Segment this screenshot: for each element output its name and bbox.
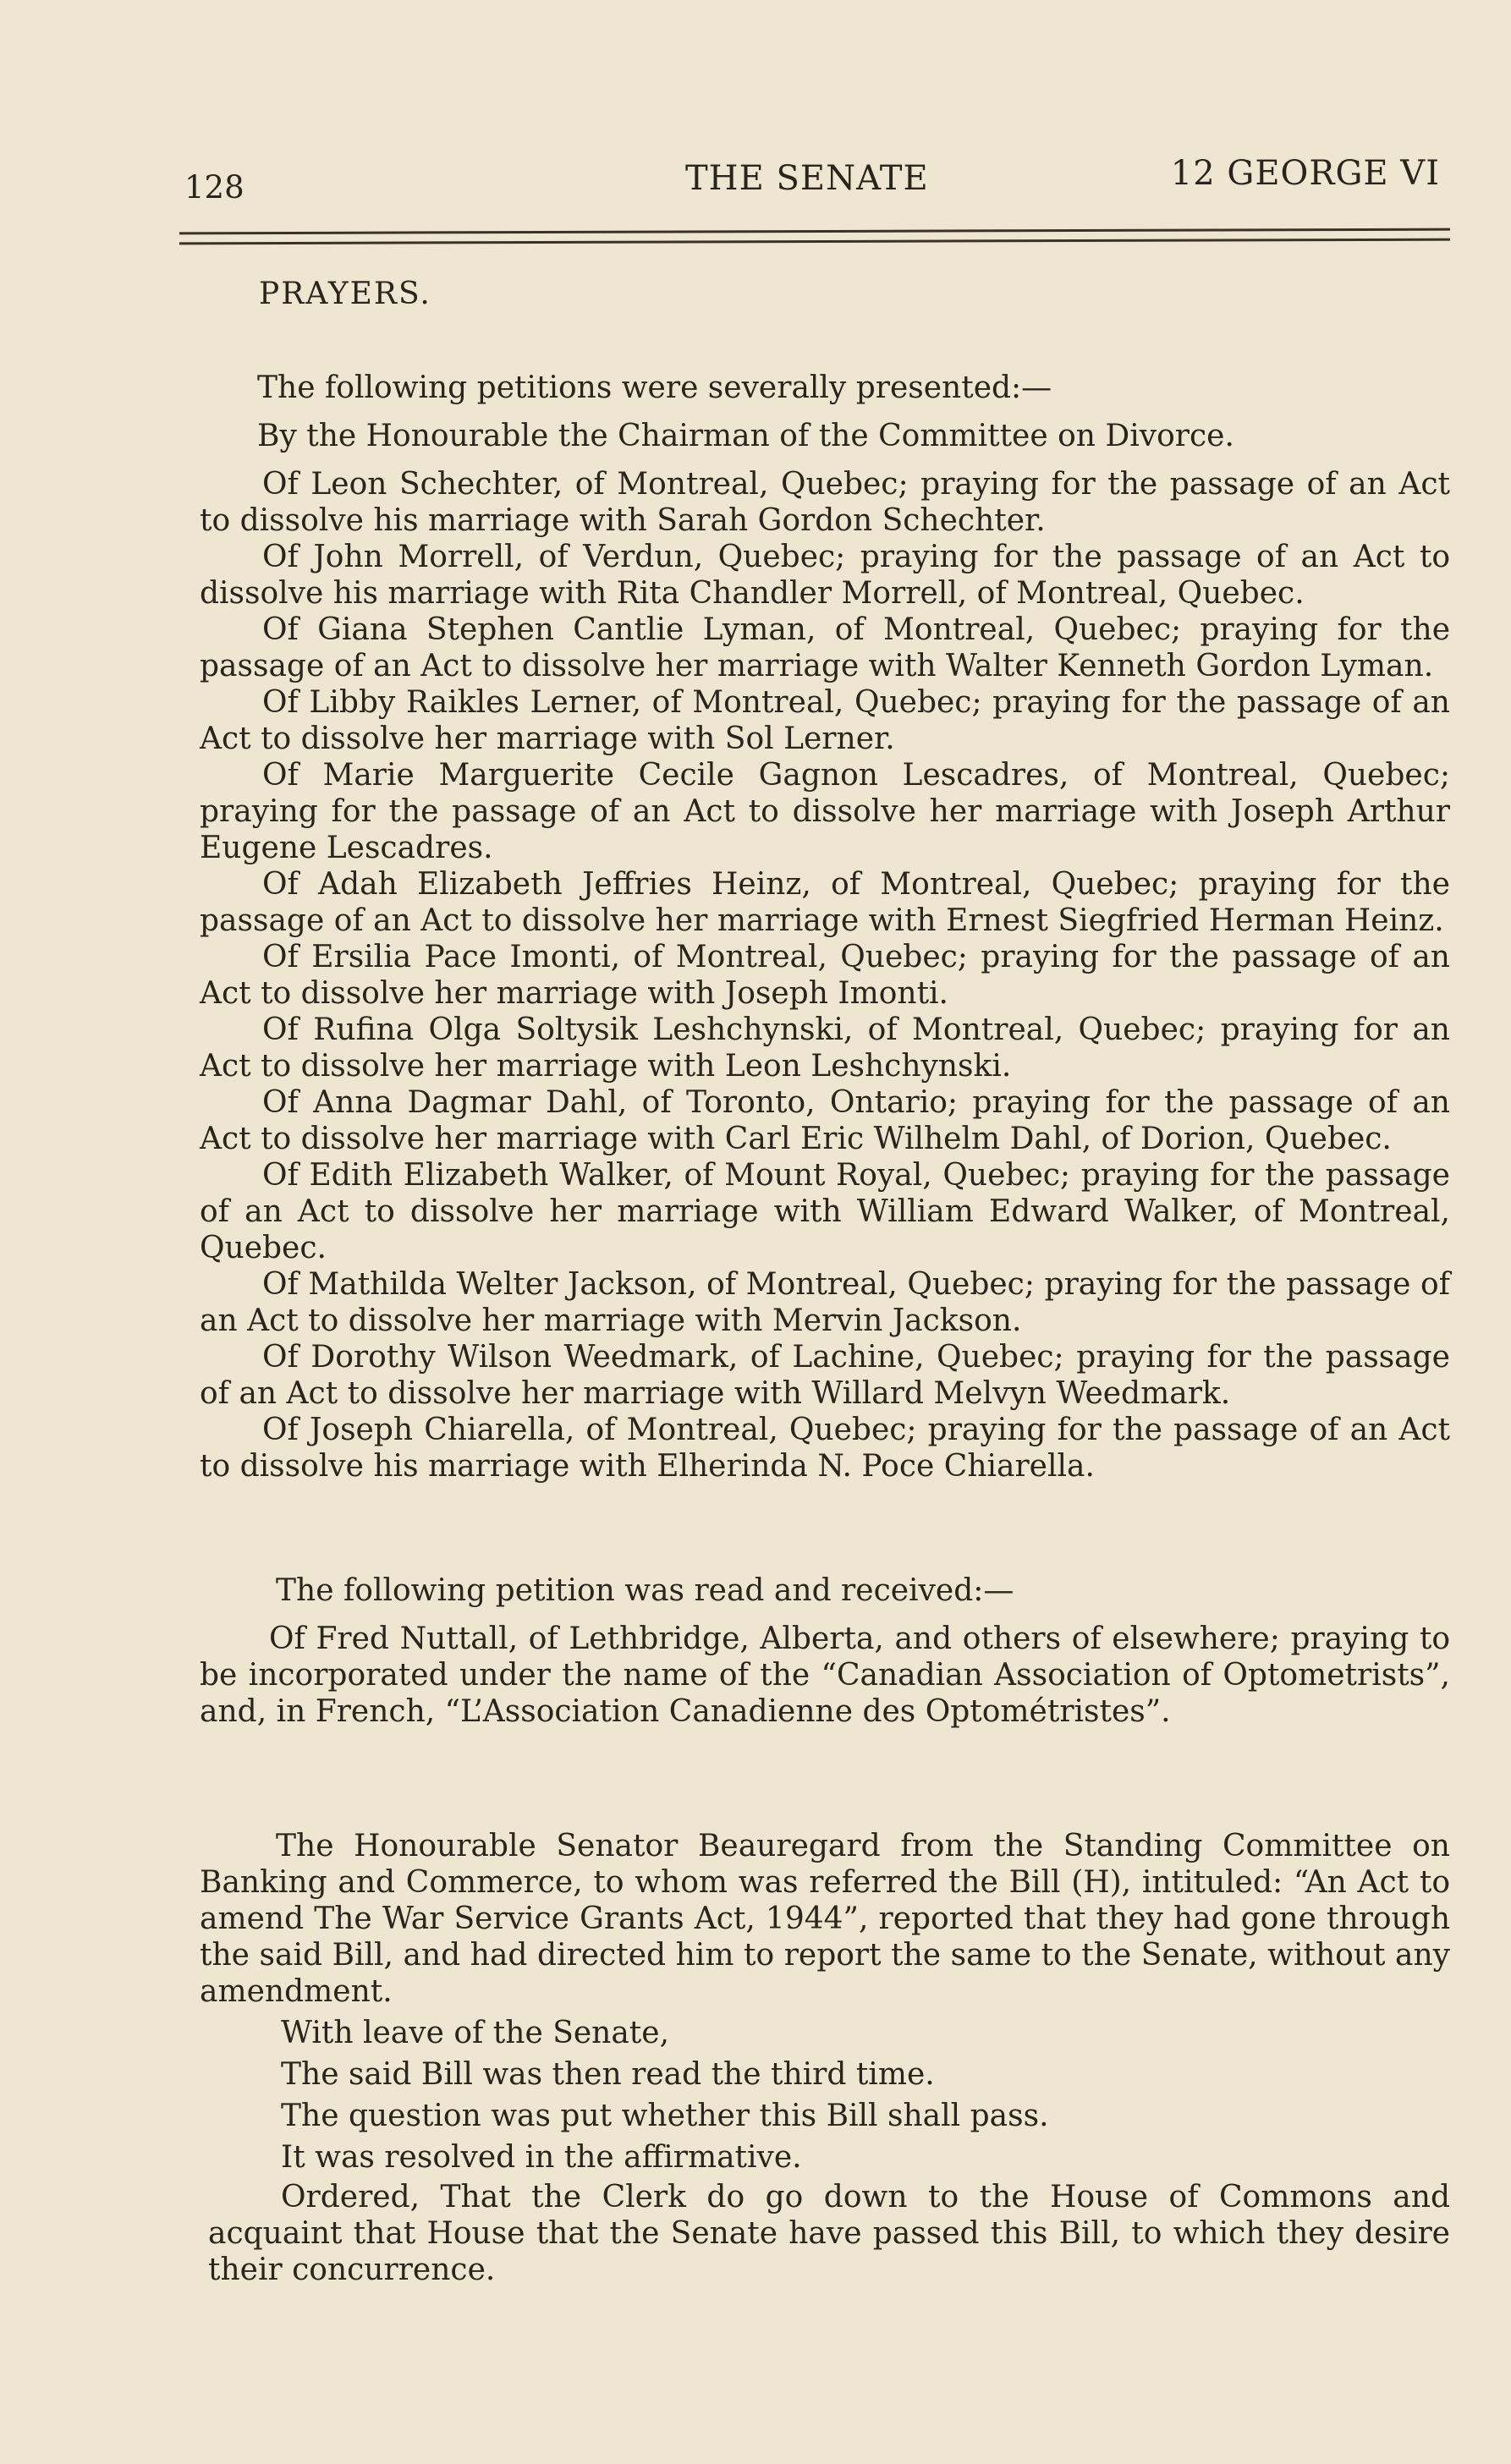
header-rule-top <box>179 228 1450 235</box>
received-petition: Of Fred Nuttall, of Lethbridge, Alberta, and others of elsewhere; praying to be incorporated under the name of the “Canadian Association of Optometrists”, and, in French, “L’Association Canadienne des Optométristes”. <box>200 1622 1450 1729</box>
petition-item: Of Giana Stephen Cantlie Lyman, of Montreal, Quebec; praying for the passage of an Act to dissolve her marriage with Walter Kenneth Gordon Lyman. <box>200 612 1450 683</box>
petition-item: Of Ersilia Pace Imonti, of Montreal, Quebec; praying for the passage of an Act to dissolve her marriage with Joseph Imonti. <box>200 940 1450 1011</box>
petitions-intro: The following petitions were severally presented:— <box>257 370 1052 405</box>
committee-report: The Honourable Senator Beauregard from the Standing Committee on Banking and Commerce, to whom was referred the Bill (H), intituled: “An Act to amend The War Service Grants Act, 1944”, reported that they had gone through the said Bill, and had directed him to report the same to the Senate, without any amendment. <box>200 1829 1450 2009</box>
header-rule-bottom <box>179 239 1450 245</box>
petitions-list <box>200 466 1450 1484</box>
petition-item: Of Libby Raikles Lerner, of Montreal, Quebec; praying for the passage of an Act to dissolve her marriage with Sol Lerner. <box>200 685 1450 756</box>
petition-item: Of Marie Marguerite Cecile Gagnon Lescadres, of Montreal, Quebec; praying for the passage of an Act to dissolve her marriage with Joseph Arthur Eugene Lescadres. <box>200 758 1450 865</box>
petition-item: Of Joseph Chiarella, of Montreal, Quebec; praying for the passage of an Act to dissolve his marriage with Elherinda N. Poce Chiarella. <box>200 1413 1450 1484</box>
proceeding-line: With leave of the Senate, <box>281 2016 670 2050</box>
received-intro: The following petition was read and received:— <box>276 1573 1014 1608</box>
proceeding-line: It was resolved in the affirmative. <box>281 2140 802 2175</box>
petition-item: Of Adah Elizabeth Jeffries Heinz, of Montreal, Quebec; praying for the passage of an Act to dissolve her marriage with Ernest Siegfried Herman Heinz. <box>200 867 1450 938</box>
petition-item: Of Anna Dagmar Dahl, of Toronto, Ontario; praying for the passage of an Act to dissolve her marriage with Carl Eric Wilhelm Dahl, of Dorion, Quebec. <box>200 1085 1450 1156</box>
regnal-year: 12 GEORGE VI <box>1170 154 1440 193</box>
petitions-byline: By the Honourable the Chairman of the Committee on Divorce. <box>257 419 1234 453</box>
page-body <box>200 269 1450 2288</box>
petition-item: Of Edith Elizabeth Walker, of Mount Royal, Quebec; praying for the passage of an Act to dissolve her marriage with William Edward Walker, of Montreal, Quebec. <box>200 1158 1450 1265</box>
proceeding-line: The question was put whether this Bill shall pass. <box>281 2099 1049 2133</box>
petition-item: Of Leon Schechter, of Montreal, Quebec; praying for the passage of an Act to dissolve his marriage with Sarah Gordon Schechter. <box>200 467 1450 538</box>
petition-item: Of Dorothy Wilson Weedmark, of Lachine, Quebec; praying for the passage of an Act to dissolve her marriage with Willard Melvyn Weedmark. <box>200 1340 1450 1411</box>
ordered-paragraph: Ordered, That the Clerk do go down to the House of Commons and acquaint that House that the Senate have passed this Bill, to which they desire their concurrence. <box>208 2180 1450 2287</box>
petition-item: Of Rufina Olga Soltysik Leshchynski, of Montreal, Quebec; praying for an Act to dissolve her marriage with Leon Leshchynski. <box>200 1012 1450 1084</box>
proceeding-line: The said Bill was then read the third time. <box>281 2057 935 2092</box>
prayers-heading: PRAYERS. <box>259 277 431 311</box>
page-number: 128 <box>184 169 245 206</box>
petition-item: Of John Morrell, of Verdun, Quebec; praying for the passage of an Act to dissolve his marriage with Rita Chandler Morrell, of Montreal, Quebec. <box>200 540 1450 611</box>
running-header <box>184 151 1440 210</box>
petition-item: Of Mathilda Welter Jackson, of Montreal, Quebec; praying for the passage of an Act to dissolve her marriage with Mervin Jackson. <box>200 1267 1450 1338</box>
page-title: THE SENATE <box>685 159 929 198</box>
